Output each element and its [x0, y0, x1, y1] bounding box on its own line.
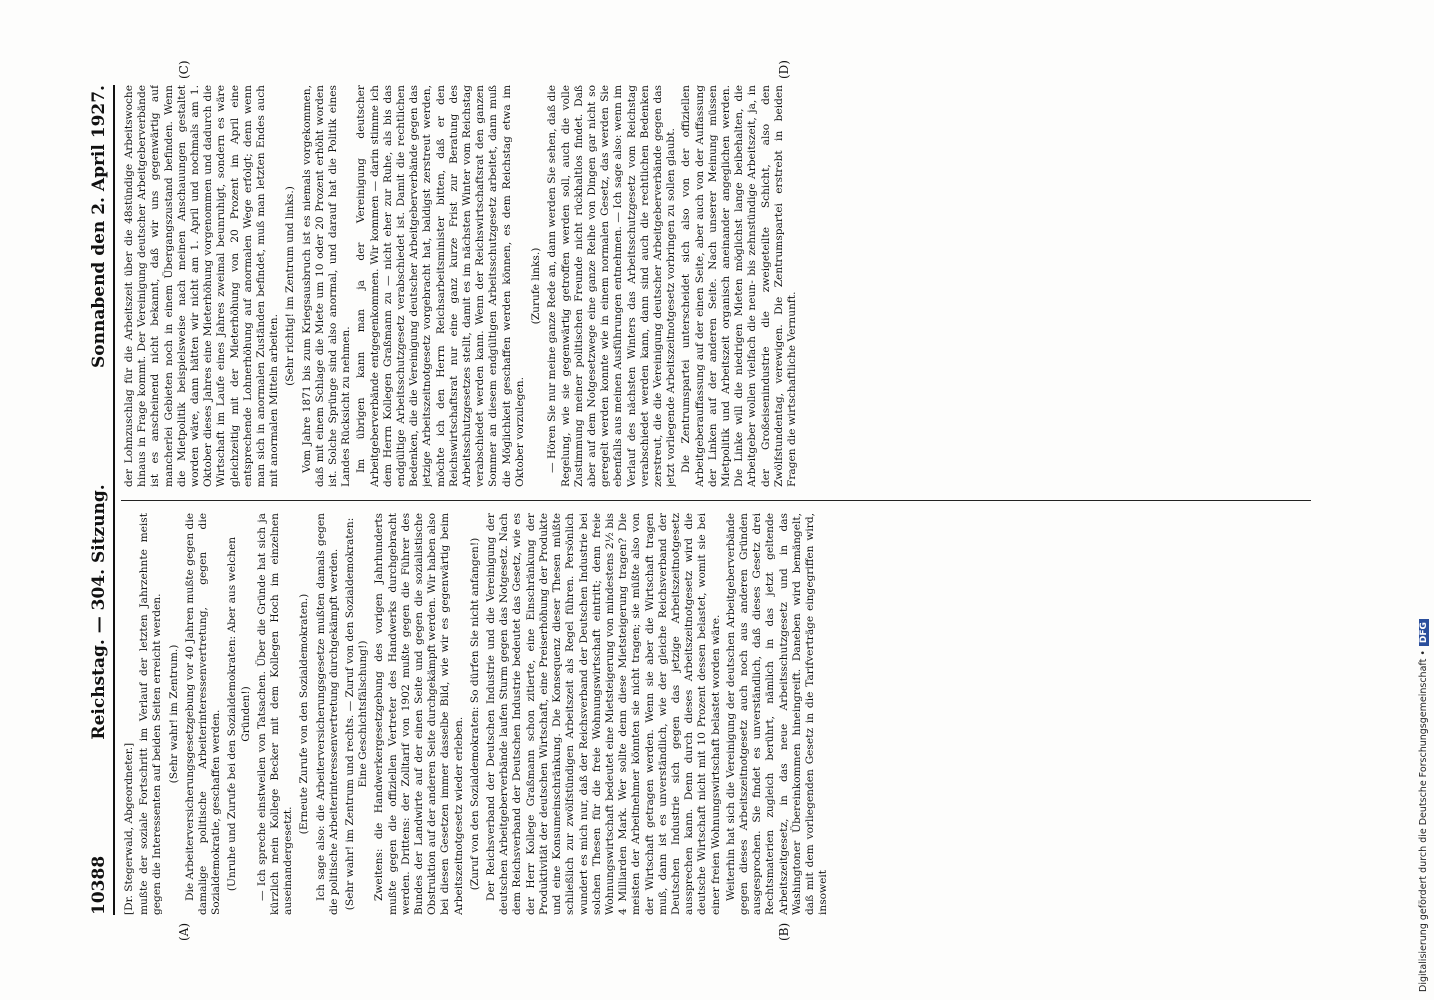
paragraph: Ich sage also: die Arbeiterversicherungsgesetze mußten damals gegen die politische Arbeiterinteressenvertretung durchgekämpft werden.: [314, 513, 340, 915]
rotated-page: [87, 60, 1317, 941]
paragraph: Die Arbeiterversicherungsgesetzgebung vor 40 Jahren mußte gegen die damalige politische Arbeiterinteressenvertretung, gegen die Sozialdemokratie, geschaffen werden.: [183, 513, 223, 915]
marker-b: (B): [777, 922, 791, 941]
dfg-logo: DFG: [1419, 619, 1429, 646]
dfg-sidebar: [1418, 8, 1432, 992]
paragraph: — Ich spreche einstweilen von Tatsachen. Über die Gründe hat sich ja kürzlich mein Kollege Becker mit dem Kollegen Hoch im einzelnen auseinandergesetzt.: [255, 513, 295, 915]
marker-c: (C): [177, 60, 191, 79]
paragraph: Zweitens: die Handwerkergesetzgebung des vorigen Jahrhunderts mußte gegen die offiziellen Vertreter des Handwerks durchgebracht werden. Drittens: der Zolltarif von 1902 mußte gegen die Führer des Bundes der Landwirte auf der einen Seite und gegen die sozialistische Obstruktion auf der anderen Seite durchgekämpft werden. Wir haben also bei diesen Gesetzen immer dasselbe Bild, wie wir es gegenwärtig beim Arbeitszeitnotgesetz wieder erleben.: [373, 513, 465, 915]
paragraph: (Zuruf von den Sozialdemokraten: So dürfen Sie nicht anfangen!): [468, 537, 481, 891]
session-title: Reichstag. — 304. Sitzung.: [89, 484, 109, 740]
paragraph: [Dr. Stegerwald, Abgeordneter.]: [123, 742, 135, 915]
session-date: Sonnabend den 2. April 1927.: [89, 85, 109, 368]
paragraph: (Erneute Zurufe von den Sozialdemokraten.): [298, 593, 311, 835]
marker-a: (A): [177, 922, 191, 941]
paragraph: Vom Jahre 1871 bis zum Kriegsausbruch ist es niemals vorgekommen, daß mit einem Schlage die Miete um 10 oder 20 Prozent erhöht worden ist. Solche Sprünge sind also anormal, und darauf hat die Politik eines Landes Rücksicht zu nehmen.: [300, 85, 353, 487]
paragraph: (Zurufe links.): [530, 247, 543, 325]
paragraph: Der Reichsverband der Deutschen Industrie und die Vereinigung der deutschen Arbeitgeberverbände laufen Sturm gegen das Notgesetz. Nach dem Reichsverband der Deutschen Industrie bedeutet das Gesetz, wie es der Herr Kollege Graßmann schon zitierte, eine Einschränkung der Produktivität der deutschen Wirtschaft, eine Preiserhöhung der Produkte und eine Konsumeinschränkung. Die Konsequenz dieser Thesen müßte schließlich zur zwölfstündigen Arbeitszeit als Regel führen. Persönlich wundert es mich nur, daß der Reichsverband der Deutschen Industrie bei solchen Thesen für die freie Wohnungswirtschaft eintritt; denn freie Wohnungswirtschaft bedeutet eine Mietsteigerung von mindestens 2½ bis 4 Milliarden Mark. Wer sollte denn diese Mietsteigerung tragen? Die meisten der Arbeitnehmer könnten sie nicht tragen; sie müßte also von der Wirtschaft getragen werden. Wenn sie aber die Wirtschaft tragen muß, dann ist es unverständlich, wie der gleiche Reichsverband der Deutschen Industrie sich gegen das jetzige Arbeitszeitnotgesetz aussprechen kann. Denn durch dieses Arbeitszeitnotgesetz wird die deutsche Wirtschaft nicht mit 10 Prozent dessen belastet, womit sie bei einer freien Wohnungswirtschaft belastet worden wäre.: [485, 513, 722, 915]
column-divider: [121, 500, 1311, 501]
right-column: [123, 85, 1313, 487]
paragraph: (Sehr richtig! im Zentrum und links.): [284, 186, 297, 386]
paragraph: (Unruhe und Zurufe bei den Sozialdemokraten: Aber aus welchen Gründen!): [226, 536, 252, 892]
paragraph: der Lohnzuschlag für die Arbeitszeit über die 48stündige Arbeitswoche hinaus in Frage kommt. Der Vereinigung deutscher Arbeitgeberverbände ist es anscheinend nicht bekannt, daß wir uns gegenwärtig auf mancherlei Gebieten noch in einem Übergangszustand befinden. Wenn die Mietpolitik beispielsweise nach meinen Anschauungen gestaltet worden wäre, dann hätten wir nicht am 1. April und nochmals am 1. Oktober dieses Jahres eine Mieterhöhung vorgenommen und dadurch die Wirtschaft im Laufe eines Jahres zweimal beunruhigt, sondern es wäre gleichzeitig mit der Mieterhöhung von 20 Prozent im April eine entsprechende Lohnerhöhung auf anormalen Wege erfolgt; denn wenn man sich in anormalen Zuständen befindet, muß man letzten Endes auch mit anormalen Mitteln arbeiten.: [123, 85, 281, 487]
dfg-credit-text: Digitalisierung gefördert durch die Deutsche Forschungsgemeinschaft •: [1418, 650, 1429, 992]
paragraph: Im übrigen kann man ja der Vereinigung deutscher Arbeitgeberverbände entgegenkommen. Wir kommen — darin stimme ich dem Herrn Kollegen Graßmann zu — nicht eher zur Ruhe, als bis das endgültige Arbeitsschutzgesetz verabschiedet ist. Damit die rechtlichen Bedenken, die die Vereinigung deutscher Arbeitgeberverbände gegen das jetzige Arbeitszeitnotgesetz vorgebracht hat, baldigst zerstreut werden, möchte ich den Herrn Reichsarbeitsminister bitten, daß er den Reichswirtschaftsrat nur eine ganz kurze Frist zur Beratung des Arbeitsschutzgesetzes stellt, damit es im nächsten Winter vom Reichstag verabschiedet werden kann. Wenn der Reichswirtschaftsrat den ganzen Sommer an diesem endgültigen Arbeitsschutzgesetz arbeitet, dann muß die Möglichkeit geschaffen werden können, es dem Reichstag etwa im Oktober vorzulegen.: [355, 85, 526, 487]
paragraph: Die Zentrumspartei unterscheidet sich also von der offiziellen Arbeitgeberauffassung auf der einen Seite, aber auch von der Auffassung der Linken auf der anderen Seite. Nach unserer Meinung müssen Mietpolitik und Arbeitszeit organisch aneinander angeglichen werden. Die Linke will die niedrigen Mieten möglichst lange beibehalten, die Arbeitgeber wollen vielfach die neun- bis zehnstündige Arbeitszeit, ja, in der Großeisenindustrie die zweigeteilte Schicht, also den Zwölfstundentag, verewigen. Die Zentrumspartei erstrebt in beiden Fragen die wirtschaftliche Vernunft.: [680, 85, 798, 487]
left-column: [123, 513, 1313, 915]
paragraph: (Sehr wahr! im Zentrum.): [167, 644, 180, 784]
dfg-credit: [1418, 8, 1432, 992]
paragraph: (Sehr wahr! im Zentrum und rechts. — Zuruf von den Sozialdemokraten: Eine Geschichtsfälschung!): [344, 517, 370, 911]
paragraph: — Hören Sie nur meine ganze Rede an, dann werden Sie sehen, daß die Regelung, wie sie gegenwärtig getroffen werden soll, auch die volle Zustimmung meiner politischen Freunde nicht rückhaltlos findet. Daß aber auf dem Notgesetzwege eine ganze Reihe von Dingen gar nicht so geregelt werden konnte wie in einem normalen Gesetz, das werden Sie ebenfalls aus meinen Ausführungen entnehmen. — Ich sage also: wenn im Verlauf des nächsten Winters das Arbeitsschutzgesetz vom Reichstag verabschiedet werden kann, dann sind auch die rechtlichen Bedenken zerstreut, die die Vereinigung deutscher Arbeitgeberverbände gegen das jetzt vorliegende Arbeitszeitnotgesetz vorbringen zu sollen glaubt.: [546, 85, 678, 487]
page-number: 10388: [89, 855, 109, 915]
paragraph: Weiterhin hat sich die Vereinigung der deutschen Arbeitgeberverbände gegen dieses Arbeitszeitnotgesetz auch noch aus anderen Gründen ausgesprochen. Sie findet es unverständlich, daß dieses Gesetz drei Rechtsmaterien zugleich berührt, nämlich in das jetzt geltende Arbeitszeitgesetz, in das neue Arbeitsschutzgesetz und in das Washingtoner Übereinkommen hineingreift. Daneben wird bemängelt, daß mit dem vorliegenden Gesetz in die Tarifverträge eingegriffen wird, insoweit: [724, 513, 830, 915]
page-header: [87, 85, 115, 915]
marker-d: (D): [777, 60, 791, 79]
paragraph: mußte der soziale Fortschritt im Verlauf der letzten Jahrzehnte meist gegen die Interessenten auf beiden Seiten erreicht werden.: [138, 513, 164, 915]
